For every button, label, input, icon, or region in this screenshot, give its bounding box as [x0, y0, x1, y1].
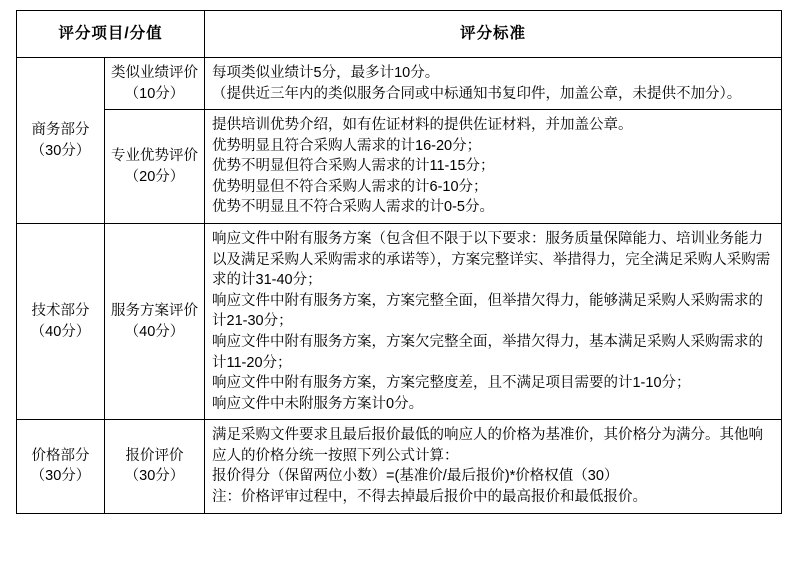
criteria-line: 响应文件中附有服务方案，方案完整全面，但举措欠得力，能够满足采购人采购需求的计21-30分；	[212, 292, 763, 330]
category-score: （40分）	[30, 323, 91, 340]
criteria-cell-service-plan	[205, 224, 782, 420]
criteria-cell-similar-performance	[205, 58, 782, 110]
category-score: （30分）	[30, 142, 91, 159]
criteria-line: 每项类似业绩计5分，最多计10分。	[212, 65, 440, 81]
header-score-standard: 评分标准	[205, 11, 782, 58]
criteria-line: 注：价格评审过程中，不得去掉最后报价中的最高报价和最低报价。	[212, 488, 647, 505]
criteria-line: 优势明显但不符合采购人需求的计6-10分；	[212, 178, 488, 195]
subitem-label: 报价评价	[125, 447, 184, 464]
table-row	[17, 58, 782, 110]
criteria-line: （提供近三年内的类似服务合同或中标通知书复印件，加盖公章，未提供不加分）。	[212, 85, 742, 102]
subitem-score: （40分）	[124, 323, 185, 340]
subitem-label: 专业优势评价	[111, 148, 198, 165]
subitem-cell-similar-performance	[105, 58, 205, 110]
category-score: （30分）	[30, 468, 91, 485]
subitem-score: （30分）	[124, 468, 185, 485]
table-row	[17, 110, 782, 224]
category-cell-business	[17, 58, 105, 224]
subitem-label: 类似业绩评价	[111, 65, 198, 81]
criteria-line: 优势不明显但符合采购人需求的计11-15分；	[212, 158, 495, 175]
category-cell-price	[17, 420, 105, 513]
subitem-cell-service-plan	[105, 224, 205, 420]
criteria-line: 满足采购文件要求且最后报价最低的响应人的价格为基准价，其价格分为满分。其他响应人的价格分统一按照下列公式计算：	[212, 427, 763, 464]
table-row	[17, 420, 782, 513]
criteria-line: 响应文件中附有服务方案，方案完整度差，且不满足项目需要的计1-10分；	[212, 375, 691, 392]
subitem-score: （10分）	[124, 85, 185, 102]
category-cell-technical	[17, 224, 105, 420]
criteria-line: 响应文件中附有服务方案，方案欠完整全面，举措欠得力，基本满足采购人采购需求的计11-20分；	[212, 333, 763, 371]
criteria-line: 提供培训优势介绍，如有佐证材料的提供佐证材料，并加盖公章。	[212, 117, 633, 134]
table-header-row	[17, 11, 782, 58]
criteria-line: 响应文件中未附服务方案计0分。	[212, 395, 424, 412]
table-row	[17, 224, 782, 420]
category-label: 商务部分	[31, 121, 90, 138]
subitem-cell-professional-advantage	[105, 110, 205, 224]
category-label: 技术部分	[31, 303, 90, 320]
criteria-line: 报价得分（保留两位小数）=(基准价/最后报价)*价格权值（30）	[212, 468, 619, 485]
criteria-line: 优势明显且符合采购人需求的计16-20分；	[212, 137, 482, 154]
category-label: 价格部分	[31, 447, 90, 464]
header-score-item: 评分项目/分值	[17, 11, 205, 58]
subitem-label: 服务方案评价	[111, 303, 198, 320]
criteria-cell-professional-advantage	[205, 110, 782, 224]
criteria-cell-quotation	[205, 420, 782, 513]
scoring-criteria-table	[16, 10, 782, 514]
criteria-line: 优势不明显且不符合采购人需求的计0-5分。	[212, 199, 494, 216]
criteria-line: 响应文件中附有服务方案（包含但不限于以下要求：服务质量保障能力、培训业务能力以及满足采购人采购需求的承诺等），方案完整详实、举措得力，完全满足采购人采购需求的计31-40分；	[212, 231, 771, 289]
subitem-score: （20分）	[124, 168, 185, 185]
subitem-cell-quotation	[105, 420, 205, 513]
